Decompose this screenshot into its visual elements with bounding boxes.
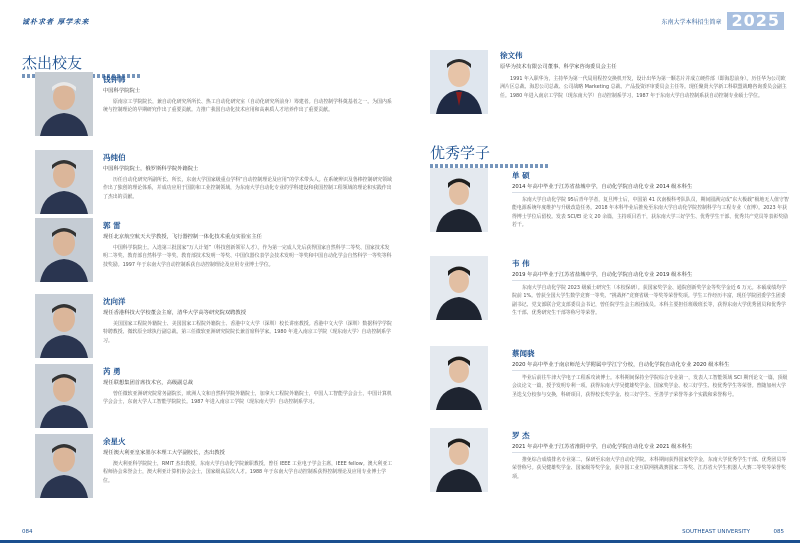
portrait-photo	[35, 218, 93, 282]
portrait-photo	[35, 434, 93, 498]
person-name: 徐文伟	[500, 51, 523, 60]
portrait-photo	[35, 364, 93, 428]
person-bio: 曾任微软亚洲研究院常务副院长，欧洲人文和自然科学院外籍院士，加拿大工程院外籍院士，中国人工智能学会会士，中国计算机学会会士，东南大学人工智能学院院长。1987 年进入南京工学院（现东南大学）自动控制系学习。	[103, 391, 392, 406]
person-bio: 历任自动化研究所副所长、所长，东南大学国家级重点学科“自动控制理论及应用”的学术带头人。在系统辨识及鲁棒控制研究领域作出了独创的理论体系，并成功应用于国防和工业控制领域，为东南大学自动化专业的学科建设和我国控制工程领域的理论和实践作出了杰出的贡献。	[103, 177, 392, 200]
header-subtitle: 东南大学本科招生简章	[661, 18, 722, 26]
person-title: 中国科学院院士，俄罗斯科学院外籍院士	[103, 166, 199, 172]
alumni-entry	[35, 72, 390, 142]
portrait-photo	[430, 50, 488, 114]
portrait-photo	[35, 72, 93, 136]
header-right	[661, 12, 784, 30]
person-title: 原华为技术有限公司董事、科学家咨询委员会主任	[500, 64, 617, 70]
person-bio: 美国国家工程院外籍院士、美国国家工程院外籍院士、香港中文大学（深圳）校长讲座教授。香港中文大学（深圳）数据科学学院特聘教授、微软原全球执行副总裁。第三任微软亚洲研究院院长兼首席科学家。1980 年进入南京工学院（现东南大学）自动控制系学习。	[103, 321, 392, 344]
page-number-right: 085	[773, 529, 784, 535]
divider	[512, 452, 787, 453]
person-name: 蔡闻骁	[512, 349, 535, 358]
person-title: 现任澳大利亚皇家墨尔本理工大学副校长，杰出教授	[103, 450, 225, 456]
person-title: 2021 年高中毕业于江苏省淮阴中学，自动化学院自动化专业 2021 级本科生	[512, 444, 693, 450]
person-name: 钱钟韩	[103, 75, 126, 84]
person-name: 郭 雷	[103, 221, 121, 230]
section-title-text: 优秀学子	[430, 144, 491, 162]
student-entry	[430, 346, 788, 426]
alumni-entry	[430, 50, 785, 140]
person-name: 沈向洋	[103, 297, 126, 306]
person-title: 现任香港科技大学校董会主席，清华大学高等研究院双聘教授	[103, 310, 247, 316]
person-name: 芮 勇	[103, 367, 121, 376]
person-bio: 东南大学自动化学院 95后青年学者，复旦博士后，中国第 41 次南极科考队队员，期间圆满完成“东大极载”极地无人值守智能电源系统年度维护与升级改造任务。2018 年本科毕业后推免至东南大学自动化学院控制科学与工程专业（直博）。2023 年获得博士学位后留校。发表 SCI/EI 论文 20 余篇，主持项目若干，获东南大学三好学生、优秀学生干部、优秀共产党员等表彰奖励若干。	[512, 197, 789, 228]
person-name: 韦 伟	[512, 259, 530, 268]
person-bio: 澳大利亚科学院院士，RMIT 杰出教授，东南大学自动化学院兼职教授。曾任 IEEE 工业电子学会主席，IEEE fellow。澳大利亚工程师协会荣誉会士，澳大利亚计算机协会会士，国家级高层次人才。1988 年于东南大学自动控制系获得控制理论及应用专业博士学位。	[103, 461, 393, 484]
alumni-entry	[35, 434, 393, 504]
portrait-photo	[430, 256, 488, 320]
person-title: 现任北京航空航天大学教授，飞行器控制一体化技术重点实验室主任	[103, 234, 262, 240]
section-title-text: 杰出校友	[22, 54, 83, 72]
portrait-photo	[430, 168, 488, 232]
person-name: 单 硕	[512, 171, 530, 180]
person-bio: 毕业后前往牛津大学电子工程系攻读博士。本科期间保持全学院综合专业第一，发表人工智能领域 SCI 期刊论文一篇，顶级会议论文一篇，授予发明专利一项。获得东南大学吴健雄奖学金、国家奖学金、校三好学生、校优秀学生等荣誉。曾随加州大学圣迭戈分校参与交换，科研项目，获得校长奖学金、校三好学生、至善学子荣誉等多个实践和荣誉称号。	[512, 375, 788, 398]
person-bio: 1991 年入职华为，主持华为第一代局用程控交换机开发，设计出华为第一颗芯片并成立硬件部（即海思前身）。历任华为公司欧洲片区总裁、海思公司总裁、公司战略 Marketing 总裁、产品投资评审委员会主任等。现任聚贤大学新工科联盟战略咨询委员会副主任。1980 年进入南京工学院（现东南大学）自动控制系学习，1987 年于东南大学自动控制系获自动控制专业硕士学位。	[500, 76, 787, 99]
page-number-left: 084	[22, 529, 33, 535]
divider	[512, 280, 787, 281]
person-bio: 东南大学自动化学院 2023 级硕士研究生（本校保研）。获国家奖学金、通院创新奖学金等奖学金近 6 万元。本硕成绩均学院前 1%。曾获全国大学生数学竞赛一等奖、“挑战杯”竞赛省级一等奖等荣誉奖项。学生工作经历丰富，现任学院团委学生团委副书记、党支部联合党支部委员会书记，曾任院学生会主席团成员。本科主要担任班级班长等，获得东南大学优秀团员和优秀学生干部、优秀研究生干部等称号等荣誉。	[512, 285, 786, 316]
alumni-entry	[35, 294, 390, 364]
divider	[512, 192, 787, 193]
header-slogan: 诚朴求者 厚学未来	[22, 17, 90, 26]
person-name: 罗 杰	[512, 431, 530, 440]
portrait-photo	[430, 346, 488, 410]
divider	[512, 370, 787, 371]
header-year: 2025	[727, 12, 784, 30]
person-bio: 原南京工学院院长，兼自动化研究所所长、热工自动化研究室（自动化研究所前身）筹建者。自动控制学科奠基者之一。为国内系统与控制理论的早期研究作出了重要贡献。力推广我国自动化技术应用和高素质人才培养作出了重要贡献。	[103, 99, 392, 114]
section-title-alumni	[22, 52, 142, 73]
portrait-photo	[430, 428, 488, 492]
person-name: 余星火	[103, 437, 126, 446]
alumni-entry	[35, 218, 390, 288]
person-bio: 中国科学院院士。入选第三批国家“万人计划”（科技创新领军人才）。作为第一完成人先后获得国家自然科学二等奖、国家技术发明二等奖、教育部自然科学一等奖、教育部技术发明一等奖、中国仪器仪表学会技术发明一等奖和中国自动化学会自然科学一等奖等科技奖励。1997 年于东南大学自动控制系获自动控制理论及应用专业博士学位。	[103, 245, 392, 268]
person-bio: 推免综合成绩排名专业第二，保研至东南大学自动化学院。本科期间获得国家奖学金，东南大学优秀学生干部、优秀团员等荣誉称号。获吴健雄奖学金、国家级等奖学金，获中国工业互联网挑战赛国家二等奖、江苏省大学生机器人大赛二等奖等荣誉奖项。	[512, 457, 787, 480]
person-title: 2020 年高中毕业于南京师范大学附属中学江宁分校，自动化学院自动化专业 2020 级本科生	[512, 362, 730, 368]
right-page	[400, 0, 800, 543]
person-title: 2019 年高中毕业于江苏省盐城中学，自动化学院自动化专业 2019 级本科生	[512, 272, 693, 278]
person-title: 中国科学院院士	[103, 88, 141, 94]
person-title: 2014 年高中毕业于江苏省盐城中学，自动化学院自动化专业 2014 级本科生	[512, 184, 693, 190]
alumni-entry	[35, 364, 390, 434]
portrait-photo	[35, 294, 93, 358]
student-entry	[430, 168, 789, 248]
portrait-photo	[35, 150, 93, 214]
footer-university: SOUTHEAST UNIVERSITY	[682, 529, 750, 535]
student-entry	[430, 256, 785, 336]
student-entry	[430, 428, 785, 508]
person-title: 现任联想集团首席技术官，高级副总裁	[103, 380, 194, 386]
section-title-students	[430, 142, 550, 163]
alumni-entry	[35, 150, 390, 220]
person-name: 冯纯伯	[103, 153, 126, 162]
